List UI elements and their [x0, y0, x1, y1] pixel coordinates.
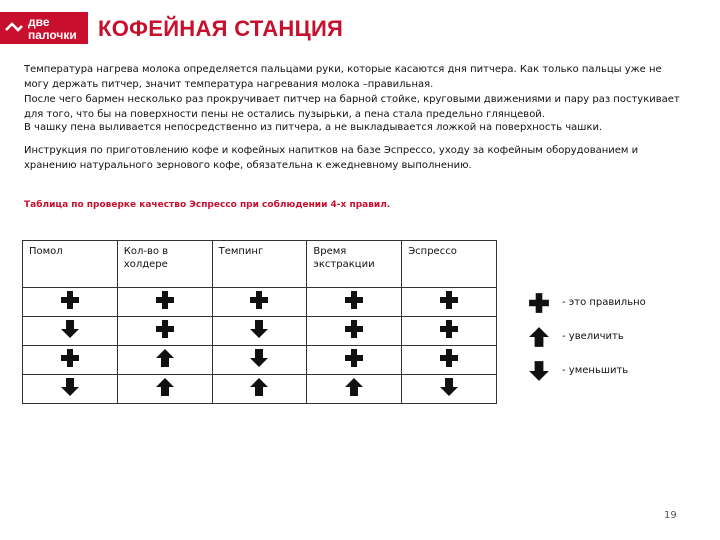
table-cell [402, 288, 497, 317]
table-row [23, 288, 497, 317]
table-cell [23, 375, 118, 404]
plus-icon [528, 292, 550, 314]
logo-text-line2: палочки [28, 28, 77, 42]
column-header-tamping: Темпинг [212, 241, 307, 288]
table-row [23, 317, 497, 346]
table-cell [212, 375, 307, 404]
plus-icon [155, 319, 175, 339]
paragraph-line: После чего бармен несколько раз прокручивает питчер на барной стойке, круговыми движениями и пару раз постукивает для того, что бы на поверхности пены не остались пузырьки, а пена стала предельно глянцевой. [24, 94, 680, 120]
table-cell [117, 375, 212, 404]
legend-label: - это правильно [562, 297, 646, 308]
page-title: КОФЕЙНАЯ СТАНЦИЯ [98, 16, 344, 41]
arrow-down-icon [249, 319, 269, 339]
table-cell [307, 288, 402, 317]
arrow-up-icon [249, 377, 269, 397]
logo-mark-icon [4, 20, 24, 36]
arrow-down-icon [528, 360, 550, 382]
plus-icon [344, 319, 364, 339]
plus-icon [344, 348, 364, 368]
table-cell [307, 375, 402, 404]
legend-label: - увеличить [562, 331, 624, 342]
espresso-quality-table [22, 240, 497, 404]
legend-label: - уменьшить [562, 365, 629, 376]
arrow-down-icon [249, 348, 269, 368]
table-cell [402, 317, 497, 346]
arrow-down-icon [60, 319, 80, 339]
page-number: 19 [664, 510, 677, 521]
arrow-down-icon [60, 377, 80, 397]
plus-icon [439, 348, 459, 368]
column-header-extraction-time: Время экстракции [307, 241, 402, 288]
arrow-up-icon [528, 326, 550, 348]
plus-icon [344, 290, 364, 310]
plus-icon [249, 290, 269, 310]
column-header-espresso: Эспрессо [402, 241, 497, 288]
arrow-up-icon [155, 348, 175, 368]
table-cell [23, 288, 118, 317]
table-caption: Таблица по проверке качество Эспрессо при соблюдении 4-х правил. [24, 200, 391, 210]
table-cell [402, 346, 497, 375]
table-header-row [23, 241, 497, 288]
table-cell [212, 346, 307, 375]
table-row [23, 346, 497, 375]
brand-logo [0, 12, 88, 44]
plus-icon [155, 290, 175, 310]
milk-temperature-paragraph [24, 62, 684, 122]
logo-text-line1: две [28, 15, 50, 29]
table-cell [402, 375, 497, 404]
plus-icon [60, 348, 80, 368]
plus-icon [60, 290, 80, 310]
table-cell [23, 317, 118, 346]
plus-icon [439, 319, 459, 339]
table-cell [117, 288, 212, 317]
table-cell [117, 346, 212, 375]
arrow-up-icon [155, 377, 175, 397]
column-header-dose: Кол-во в холдере [117, 241, 212, 288]
column-header-grind: Помол [23, 241, 118, 288]
table-cell [212, 317, 307, 346]
table-cell [23, 346, 118, 375]
table-row [23, 375, 497, 404]
paragraph-line: Температура нагрева молока определяется пальцами руки, которые касаются дня питчера. Как только пальцы уже не могу держать питчер, значит температура нагревания молока –правильная. [24, 64, 662, 90]
table-cell [212, 288, 307, 317]
table-cell [307, 317, 402, 346]
arrow-down-icon [439, 377, 459, 397]
instruction-paragraph: Инструкция по приготовлению кофе и кофейных напитков на базе Эспрессо, уходу за кофейным оборудованием и хранению натурального зернового кофе, обязательна к ежедневному выполнению. [24, 145, 639, 171]
foam-paragraph: В чашку пена выливается непосредственно из питчера, а не выкладывается ложкой на поверхность чашки. [24, 122, 603, 133]
table-cell [307, 346, 402, 375]
arrow-up-icon [344, 377, 364, 397]
plus-icon [439, 290, 459, 310]
table-cell [117, 317, 212, 346]
